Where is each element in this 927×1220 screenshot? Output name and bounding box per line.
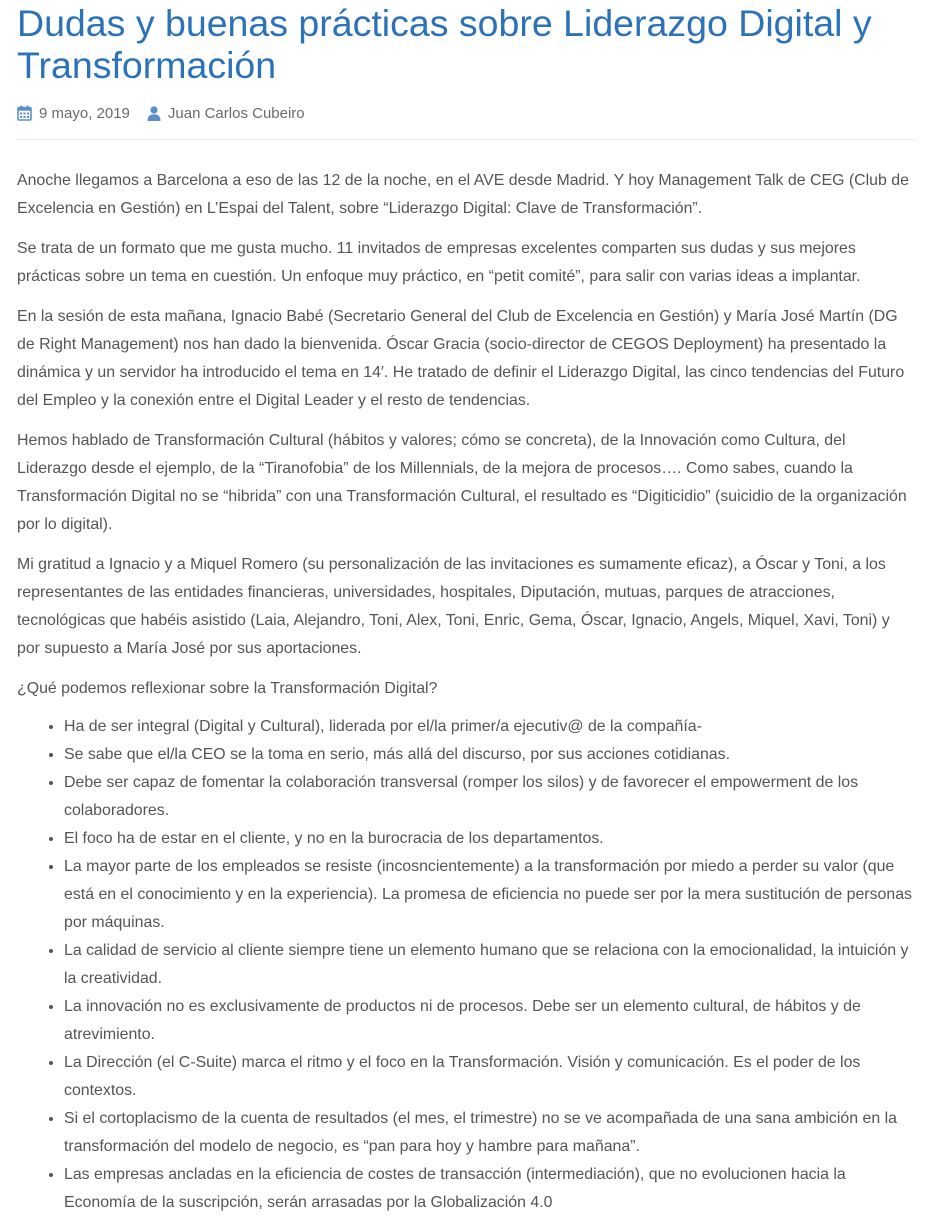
list-item: • La mayor parte de los empleados se resiste (incosncientemente) a la transformación por miedo a perder su valor (que está en el conocimiento y en la experiencia). La promesa de eficiencia no puede ser por la mera sustitución de personas por máquinas. (64, 853, 916, 937)
paragraph: Se trata de un formato que me gusta mucho. 11 invitados de empresas excelentes comparten sus dudas y sus mejores prácticas sobre un tema en cuestión. Un enfoque muy práctico, en “petit comité”, para salir con varias ideas a implantar. (17, 240, 861, 285)
list-item: • La calidad de servicio al cliente siempre tiene un elemento humano que se relaciona con la emocionalidad, la intuición y la creatividad. (64, 937, 916, 993)
post-author[interactable] (147, 105, 305, 122)
list-item: • Se sabe que el/la CEO se la toma en serio, más allá del discurso, por sus acciones cotidianas. (64, 741, 916, 769)
list-item: • Si el cortoplacismo de la cuenta de resultados (el mes, el trimestre) no se ve acompañada de una sana ambición en la transformación del modelo de negocio, es “pan para hoy y hambre para mañana”. (64, 1105, 916, 1161)
post-title: Dudas y buenas prácticas sobre Liderazgo Digital y Transformación (17, 2, 872, 86)
list-item: • El foco ha de estar en el cliente, y no en la burocracia de los departamentos. (64, 825, 916, 853)
list-item: • Debe ser capaz de fomentar la colaboración transversal (romper los silos) y de favorecer el empowerment de los colaboradores. (64, 769, 916, 825)
post-content (17, 167, 916, 1217)
list-item: • La Dirección (el C-Suite) marca el ritmo y el foco en la Transformación. Visión y comunicación. Es el poder de los contextos. (64, 1049, 916, 1105)
list-item: • Las empresas ancladas en la eficiencia de costes de transacción (intermediación), que no evolucionen hacia la Economía de la suscripción, serán arrasadas por la Globalización 4.0 (64, 1161, 916, 1217)
calendar-icon (17, 105, 39, 121)
post-author-name[interactable]: Juan Carlos Cubeiro (167, 104, 305, 122)
user-icon (147, 106, 168, 121)
post-meta (17, 103, 916, 123)
paragraph: Mi gratitud a Ignacio y a Miquel Romero (su personalización de las invitaciones es sumamente eficaz), a Óscar y Toni, a los representantes de las entidades financieras, universidades, hospitales, Diputación, mutuas, parques de atracciones, tecnológicas que habéis asistido (Laia, Alejandro, Toni, Alex, Toni, Enric, Gema, Óscar, Ignacio, Angels, Miquel, Xavi, Toni) y por supuesto a María José por sus aportaciones. (17, 556, 890, 657)
list-item: • Ha de ser integral (Digital y Cultural), liderada por el/la primer/a ejecutiv@ de la compañía- (64, 713, 916, 741)
meta-divider (17, 139, 916, 140)
paragraph: En la sesión de esta mañana, Ignacio Babé (Secretario General del Club de Excelencia en Gestión) y María José Martín (DG de Right Management) nos han dado la bienvenida. Óscar Gracia (socio-director de CEGOS Deployment) ha presentado la dinámica y un servidor ha introducido el tema en 14′. He tratado de definir el Liderazgo Digital, las cinco tendencias del Futuro del Empleo y la conexión entre el Digital Leader y el resto de tendencias. (17, 308, 905, 409)
post-date-text: 9 mayo, 2019 (39, 104, 130, 122)
paragraph: ¿Qué podemos reflexionar sobre la Transformación Digital? (17, 680, 438, 697)
reflection-list (17, 713, 916, 1217)
post-date (17, 105, 130, 122)
paragraph: Hemos hablado de Transformación Cultural (hábitos y valores; cómo se concreta), de la Innovación como Cultura, del Liderazgo desde el ejemplo, de la “Tiranofobia” de los Millennials, de la mejora de procesos…. Como sabes, cuando la Transformación Digital no se “hibrida” con una Transformación Cultural, el resultado es “Digiticidio” (suicidio de la organización por lo digital). (17, 432, 907, 533)
list-item: • La innovación no es exclusivamente de productos ni de procesos. Debe ser un elemento cultural, de hábitos y de atrevimiento. (64, 993, 916, 1049)
paragraph: Anoche llegamos a Barcelona a eso de las 12 de la noche, en el AVE desde Madrid. Y hoy Management Talk de CEG (Club de Excelencia en Gestión) en L’Espai del Talent, sobre “Liderazgo Digital: Clave de Transformación”. (17, 172, 909, 217)
